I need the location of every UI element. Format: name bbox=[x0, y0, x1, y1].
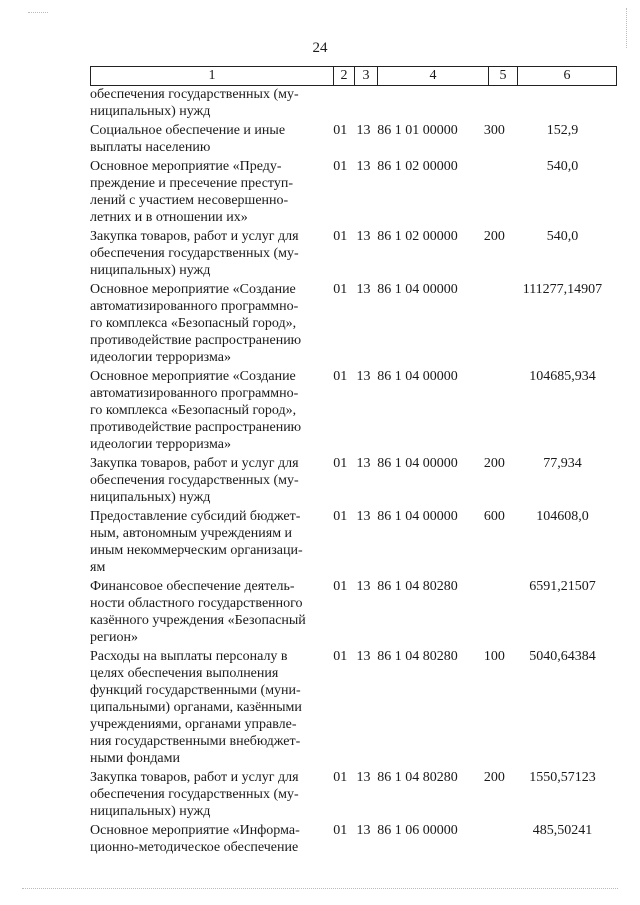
description-line: ными фондами bbox=[90, 751, 181, 766]
section-code: 01 bbox=[333, 229, 348, 244]
column-header-3: 3 bbox=[355, 67, 378, 86]
row-description bbox=[90, 228, 325, 279]
description-line: обеспечения государственных (му- bbox=[90, 87, 299, 102]
column-header-row bbox=[90, 66, 617, 86]
target-article-code: 86 1 02 00000 bbox=[377, 159, 458, 174]
description-line: ципальными) органами, казёнными bbox=[90, 700, 302, 715]
description-line: Закупка товаров, работ и услуг для bbox=[90, 770, 299, 785]
subsection-code: 13 bbox=[356, 579, 371, 594]
description-line: Основное мероприятие «Создание bbox=[90, 282, 296, 297]
expense-type-code bbox=[484, 86, 515, 120]
description-line: обеспечения государственных (му- bbox=[90, 246, 299, 261]
amount: 5040,64384 bbox=[529, 649, 596, 664]
description-line: ционно-методическое обеспечение bbox=[90, 840, 299, 855]
table-row bbox=[90, 648, 610, 767]
expense-type-code: 600 bbox=[483, 509, 505, 524]
description-line: ниципальных) нужд bbox=[90, 804, 211, 819]
target-article-code: 86 1 01 00000 bbox=[377, 123, 458, 138]
table-row bbox=[90, 368, 610, 453]
table-row bbox=[90, 769, 610, 820]
expense-type-code: 200 bbox=[483, 770, 505, 785]
amount bbox=[515, 86, 610, 120]
section-code: 01 bbox=[333, 509, 348, 524]
row-description bbox=[90, 122, 325, 156]
target-article-code: 86 1 04 00000 bbox=[377, 282, 458, 297]
expense-type-code: 200 bbox=[483, 229, 505, 244]
description-line: Основное мероприятие «Преду- bbox=[90, 159, 282, 174]
subsection-code: 13 bbox=[356, 823, 371, 838]
table-row bbox=[90, 86, 610, 120]
row-description bbox=[90, 578, 325, 646]
amount: 104608,0 bbox=[536, 509, 589, 524]
description-line: го комплекса «Безопасный город», bbox=[90, 316, 297, 331]
section-code: 01 bbox=[333, 369, 348, 384]
description-line: обеспечения государственных (му- bbox=[90, 473, 299, 488]
section-code: 01 bbox=[333, 159, 348, 174]
subsection-code: 13 bbox=[356, 282, 371, 297]
description-line: выплаты населению bbox=[90, 140, 211, 155]
description-line: Основное мероприятие «Информа- bbox=[90, 823, 300, 838]
table-row bbox=[90, 228, 610, 279]
page-number: 24 bbox=[312, 40, 328, 56]
budget-table-body bbox=[90, 86, 610, 858]
amount: 1550,57123 bbox=[529, 770, 596, 785]
description-line: летних и в отношении их» bbox=[90, 210, 248, 225]
description-line: функций государственными (муни- bbox=[90, 683, 301, 698]
description-line: Социальное обеспечение и иные bbox=[90, 123, 286, 138]
target-article-code: 86 1 04 80280 bbox=[377, 579, 458, 594]
target-article-code: 86 1 04 80280 bbox=[377, 770, 458, 785]
row-description bbox=[90, 281, 325, 366]
row-description bbox=[90, 86, 325, 120]
expense-type-code: 100 bbox=[483, 649, 505, 664]
description-line: ниципальных) нужд bbox=[90, 104, 211, 119]
table-row bbox=[90, 455, 610, 506]
subsection-code: 13 bbox=[356, 509, 371, 524]
description-line: го комплекса «Безопасный город», bbox=[90, 403, 297, 418]
description-line: идеологии терроризма» bbox=[90, 437, 231, 452]
description-line: идеологии терроризма» bbox=[90, 350, 231, 365]
target-article-code: 86 1 02 00000 bbox=[377, 229, 458, 244]
amount: 152,9 bbox=[546, 123, 579, 138]
section-code: 01 bbox=[333, 823, 348, 838]
description-line: ниципальных) нужд bbox=[90, 263, 211, 278]
target-article-code: 86 1 04 00000 bbox=[377, 509, 458, 524]
expense-type-code bbox=[484, 368, 515, 453]
section-code: 01 bbox=[333, 282, 348, 297]
description-line: преждение и пресечение преступ- bbox=[90, 176, 294, 191]
description-line: ям bbox=[90, 560, 106, 575]
description-line: обеспечения государственных (му- bbox=[90, 787, 299, 802]
expense-type-code bbox=[484, 281, 515, 366]
table-row bbox=[90, 578, 610, 646]
row-description bbox=[90, 508, 325, 576]
description-line: автоматизированного программно- bbox=[90, 386, 299, 401]
scan-edge-mark bbox=[28, 12, 48, 13]
subsection-code: 13 bbox=[356, 159, 371, 174]
subsection-code: 13 bbox=[356, 229, 371, 244]
column-header-5: 5 bbox=[489, 67, 518, 86]
amount: 540,0 bbox=[546, 229, 579, 244]
column-header-2: 2 bbox=[334, 67, 355, 86]
amount: 6591,21507 bbox=[529, 579, 596, 594]
row-description bbox=[90, 368, 325, 453]
table-row bbox=[90, 122, 610, 156]
section-code: 01 bbox=[333, 770, 348, 785]
expense-type-code: 300 bbox=[483, 123, 505, 138]
subsection-code: 13 bbox=[356, 770, 371, 785]
section-code: 01 bbox=[333, 456, 348, 471]
column-header-1: 1 bbox=[91, 67, 334, 86]
description-line: автоматизированного программно- bbox=[90, 299, 299, 314]
table-row bbox=[90, 281, 610, 366]
target-article-code: 86 1 04 00000 bbox=[377, 369, 458, 384]
description-line: Закупка товаров, работ и услуг для bbox=[90, 456, 299, 471]
scan-edge-mark bbox=[22, 888, 618, 890]
description-line: ности областного государственного bbox=[90, 596, 303, 611]
table-row bbox=[90, 508, 610, 576]
description-line: целях обеспечения выполнения bbox=[90, 666, 279, 681]
table-row bbox=[90, 158, 610, 226]
description-line: Предоставление субсидий бюджет- bbox=[90, 509, 301, 524]
section-code bbox=[325, 86, 354, 120]
subsection-code: 13 bbox=[356, 123, 371, 138]
expense-type-code bbox=[484, 822, 515, 856]
description-line: Закупка товаров, работ и услуг для bbox=[90, 229, 299, 244]
row-description bbox=[90, 822, 325, 856]
subsection-code: 13 bbox=[356, 649, 371, 664]
target-article-code bbox=[373, 86, 484, 120]
target-article-code: 86 1 04 80280 bbox=[377, 649, 458, 664]
description-line: казённого учреждения «Безопасный bbox=[90, 613, 306, 628]
amount: 77,934 bbox=[543, 456, 582, 471]
section-code: 01 bbox=[333, 579, 348, 594]
description-line: ным, автономным учреждениям и bbox=[90, 526, 293, 541]
section-code: 01 bbox=[333, 649, 348, 664]
description-line: Финансовое обеспечение деятель- bbox=[90, 579, 295, 594]
section-code: 01 bbox=[333, 123, 348, 138]
target-article-code: 86 1 04 00000 bbox=[377, 456, 458, 471]
column-header-6: 6 bbox=[518, 67, 617, 86]
row-description bbox=[90, 769, 325, 820]
target-article-code: 86 1 06 00000 bbox=[377, 823, 458, 838]
description-line: иным некоммерческим организаци- bbox=[90, 543, 303, 558]
amount: 111277,14907 bbox=[522, 282, 603, 297]
expense-type-code: 200 bbox=[483, 456, 505, 471]
column-header-4: 4 bbox=[378, 67, 489, 86]
amount: 485,50241 bbox=[532, 823, 593, 838]
description-line: Основное мероприятие «Создание bbox=[90, 369, 296, 384]
subsection-code: 13 bbox=[356, 456, 371, 471]
row-description bbox=[90, 455, 325, 506]
subsection-code: 13 bbox=[356, 369, 371, 384]
description-line: ниципальных) нужд bbox=[90, 490, 211, 505]
description-line: лений с участием несовершенно- bbox=[90, 193, 289, 208]
amount: 540,0 bbox=[546, 159, 579, 174]
description-line: противодействие распространению bbox=[90, 333, 302, 348]
description-line: противодействие распространению bbox=[90, 420, 302, 435]
expense-type-code bbox=[484, 158, 515, 226]
description-line: Расходы на выплаты персоналу в bbox=[90, 649, 288, 664]
row-description bbox=[90, 158, 325, 226]
row-description bbox=[90, 648, 325, 767]
subsection-code bbox=[354, 86, 373, 120]
expense-type-code bbox=[484, 578, 515, 646]
description-line: ния государственными внебюджет- bbox=[90, 734, 301, 749]
table-row bbox=[90, 822, 610, 856]
description-line: учреждениями, органами управле- bbox=[90, 717, 297, 732]
amount: 104685,934 bbox=[529, 369, 596, 384]
description-line: регион» bbox=[90, 630, 138, 645]
